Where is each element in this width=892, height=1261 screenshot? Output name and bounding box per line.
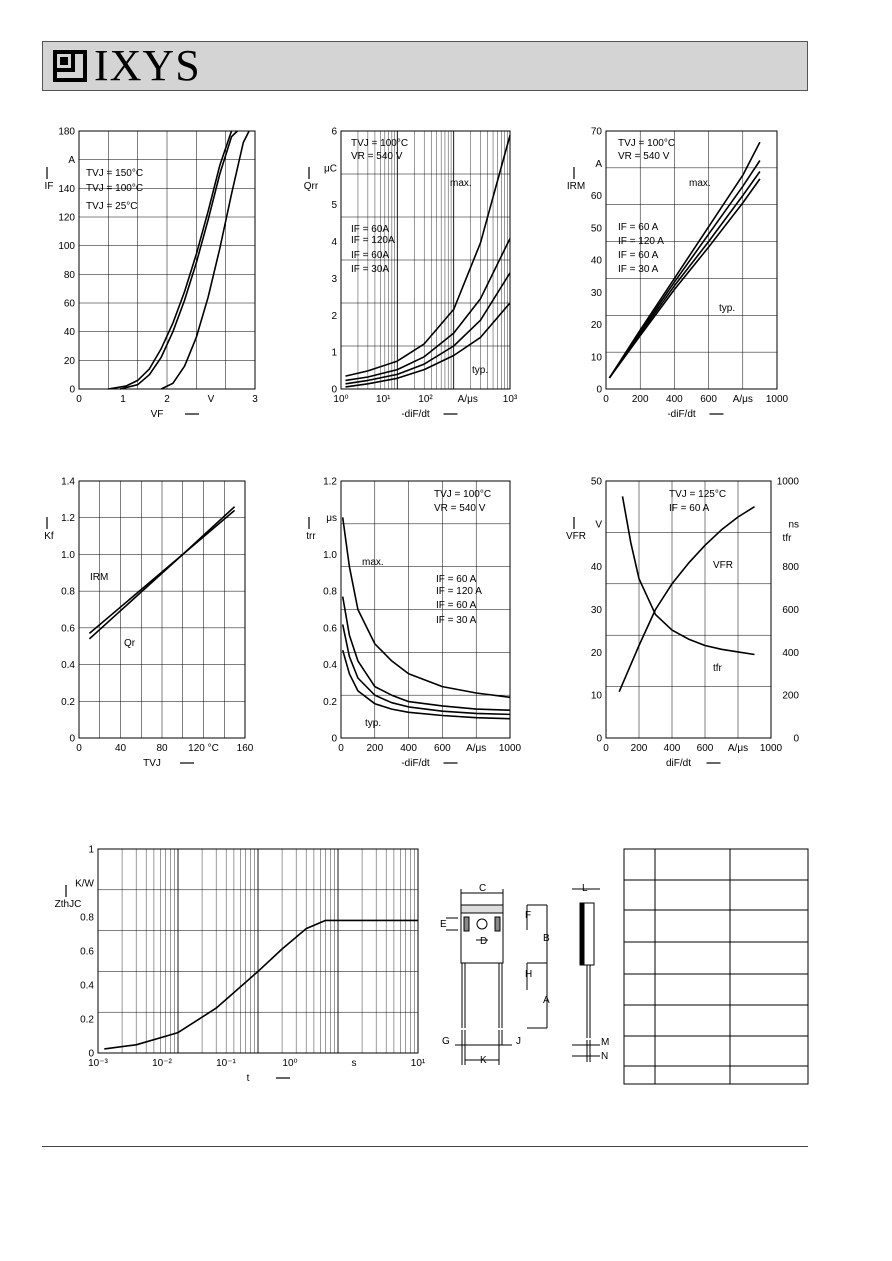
chart-annotation: VFR <box>713 560 733 571</box>
y-tick-label: 0 <box>69 384 75 396</box>
dim-label-k: K <box>480 1055 487 1066</box>
series-line-1 <box>343 597 510 711</box>
x-tick-label: 600 <box>696 743 714 754</box>
dim-label-j: J <box>516 1036 521 1047</box>
series-line-2 <box>343 625 510 715</box>
y-tick-label: 10 <box>590 690 602 702</box>
y-tick-label: A <box>595 158 602 170</box>
chart-annotation: IF = 60 A <box>618 250 659 261</box>
dim-label-c: C <box>479 883 487 894</box>
x-tick-label: 10⁻³ <box>88 1058 108 1069</box>
y-tick-label: 0.8 <box>61 586 75 598</box>
y-tick-label: 20 <box>590 647 602 659</box>
y-tick-label: 2 <box>331 310 337 322</box>
y-tick-label: 0.4 <box>80 980 94 992</box>
x-tick-label: 10¹ <box>376 394 391 405</box>
x-tick-label: 10⁰ <box>333 394 349 405</box>
y2-tick-label: 1000 <box>776 476 799 488</box>
dim-label-h: H <box>525 969 533 980</box>
chart-annotation: IF = 60 A <box>436 600 477 611</box>
y-tick-label: K/W <box>75 878 94 890</box>
x-tick-label: 600 <box>434 743 451 754</box>
x-tick-label: 40 <box>114 743 127 754</box>
chart-annotation: VR = 540 V <box>434 503 486 514</box>
x-tick-label: 0 <box>76 743 82 754</box>
dim-label-g: G <box>442 1036 450 1047</box>
package-outline-drawing <box>446 889 600 1065</box>
x-tick-label: 200 <box>631 394 649 405</box>
chart-annotation: TVJ = 150°C <box>86 168 144 179</box>
y-tick-label: 0.2 <box>61 696 75 708</box>
chart-annotation: TVJ = 100°C <box>618 138 676 149</box>
y-tick-label: μC <box>324 163 337 175</box>
y-tick-label: 4 <box>331 237 337 249</box>
chart-annotation: IRM <box>90 572 109 583</box>
y-tick-label: 1.4 <box>61 476 75 488</box>
y2-axis-label: tfr <box>782 533 792 544</box>
y-axis-label: IF <box>44 181 54 192</box>
chart-annotation: TVJ = 25°C <box>86 201 138 212</box>
dim-label-f: F <box>525 910 532 921</box>
y-tick-label: 0.8 <box>323 586 337 598</box>
y-tick-label: 100 <box>58 241 75 253</box>
chart-grid <box>98 849 418 1053</box>
x-tick-label: 2 <box>164 394 170 405</box>
x-axis-label: TVJ <box>143 758 161 769</box>
y-tick-label: 20 <box>63 355 75 367</box>
chart-annotation: IF = 30 A <box>618 264 659 275</box>
y-tick-label: 0.4 <box>61 660 75 672</box>
y-tick-label: 140 <box>58 183 75 195</box>
x-tick-label: 1000 <box>759 743 783 754</box>
y2-tick-label: 200 <box>782 690 799 702</box>
x-axis-label: VF <box>150 409 164 420</box>
y2-tick-label: 600 <box>782 605 799 616</box>
recovery-charge-chart <box>304 127 518 421</box>
y-tick-label: 10 <box>590 352 602 364</box>
recovery-time-chart <box>306 477 521 770</box>
x-tick-label: 10² <box>418 394 433 405</box>
series-line-0 <box>104 920 418 1049</box>
y-axis-label: Qrr <box>303 181 319 192</box>
y-axis-label: trr <box>306 531 316 542</box>
y-tick-label: 5 <box>331 200 337 212</box>
package-body-front <box>461 905 503 963</box>
y-tick-label: 50 <box>590 223 602 235</box>
y-tick-label: 0 <box>331 384 337 396</box>
chart-annotation: typ. <box>365 718 382 729</box>
chart-annotation: typ. <box>719 303 736 314</box>
y-tick-label: 30 <box>590 605 602 616</box>
forward-recovery-chart <box>566 477 799 770</box>
chart-annotation: IF = 60A <box>351 224 390 235</box>
y-tick-label: 40 <box>590 255 602 267</box>
chart-annotation: IF = 120A <box>351 235 395 246</box>
y-tick-label: 1 <box>88 844 94 856</box>
y-tick-label: 40 <box>63 327 75 339</box>
y-tick-label: 1.0 <box>61 549 75 561</box>
y-tick-label: 1.0 <box>323 549 337 561</box>
thermal-impedance-chart <box>55 845 426 1085</box>
x-tick-label: 0 <box>603 394 609 405</box>
y-tick-label: 70 <box>590 126 602 138</box>
y-tick-label: 180 <box>58 126 75 138</box>
series-line-0 <box>343 517 510 697</box>
chart-annotation: IF = 60 A <box>618 222 659 233</box>
y-tick-label: 0.2 <box>323 696 337 708</box>
y-tick-label: 0.6 <box>61 623 75 635</box>
x-tick-label: 600 <box>700 394 717 405</box>
dim-label-e: E <box>440 919 447 930</box>
dim-label-l: L <box>582 883 588 894</box>
y-tick-label: A <box>68 155 75 167</box>
y-tick-label: 1.2 <box>61 513 75 525</box>
x-tick-label: 1000 <box>498 743 522 754</box>
chart-annotation: max. <box>362 557 384 568</box>
series-line-2 <box>161 131 249 389</box>
chart-annotation: tfr <box>713 663 722 674</box>
forward-characteristic-chart <box>45 127 259 421</box>
chart-annotation: IF = 120 A <box>618 236 664 247</box>
chart-annotation: TVJ = 100°C <box>86 183 144 194</box>
x-tick-label: 3 <box>252 394 258 405</box>
y-tick-label: 3 <box>331 273 337 285</box>
x-tick-label: 160 <box>236 743 254 754</box>
y-tick-label: 0 <box>69 733 75 745</box>
chart-annotation: max. <box>689 178 711 189</box>
y-tick-label: 120 <box>58 212 75 224</box>
chart-annotation: VR = 540 V <box>351 151 403 162</box>
y-tick-label: 40 <box>590 562 602 574</box>
y-tick-label: 0 <box>596 384 602 396</box>
y-tick-label: 0.4 <box>323 660 337 672</box>
chart-annotation: TVJ = 100°C <box>434 489 492 500</box>
y-tick-label: 0 <box>88 1048 94 1060</box>
chart-annotation: IF = 120 A <box>436 586 482 597</box>
y-tick-label: 80 <box>63 269 75 281</box>
y-tick-label: 0.6 <box>80 946 94 958</box>
mounting-hole <box>477 919 487 929</box>
x-tick-label: V <box>207 394 215 405</box>
dim-label-d: D <box>480 936 488 947</box>
y-tick-label: μs <box>326 513 337 525</box>
x-tick-label: 120 °C <box>188 743 219 754</box>
y-axis-label: ZthJC <box>54 899 82 910</box>
dim-label-n: N <box>601 1051 609 1062</box>
plot-frame <box>606 481 771 738</box>
y-tick-label: V <box>595 519 602 531</box>
y2-tick-label: ns <box>788 519 799 531</box>
x-tick-label: A/μs <box>732 394 753 405</box>
x-tick-label: 400 <box>400 743 417 754</box>
y-axis-label: Kf <box>44 531 54 542</box>
x-axis-label: t <box>246 1073 250 1084</box>
x-axis-label: -diF/dt <box>401 409 430 420</box>
y-tick-label: 1 <box>331 347 337 359</box>
y-tick-label: 0.8 <box>80 912 94 924</box>
x-tick-label: 400 <box>663 743 681 754</box>
y-tick-label: 50 <box>590 476 602 488</box>
y-tick-label: 0.2 <box>80 1014 94 1026</box>
x-tick-label: 10⁰ <box>282 1058 298 1069</box>
y2-tick-label: 400 <box>782 647 799 659</box>
x-tick-label: 0 <box>603 743 609 754</box>
x-tick-label: s <box>351 1058 357 1069</box>
y-tick-label: 20 <box>590 320 602 331</box>
x-tick-label: 200 <box>366 743 384 754</box>
x-tick-label: A/μs <box>727 743 749 754</box>
x-axis-label: -diF/dt <box>401 758 430 769</box>
x-tick-label: 10³ <box>502 394 518 405</box>
y-axis-label: VFR <box>566 531 586 542</box>
x-tick-label: A/μs <box>457 394 478 405</box>
y-tick-label: 0 <box>596 733 602 745</box>
chart-grid <box>606 481 771 738</box>
y-tick-label: 60 <box>63 298 75 310</box>
chart-annotation: TVJ = 100°C <box>351 138 409 149</box>
x-axis-label: diF/dt <box>665 758 692 769</box>
y2-tick-label: 0 <box>793 733 799 745</box>
x-tick-label: 0 <box>76 394 82 405</box>
x-tick-label: 10⁻¹ <box>216 1058 236 1069</box>
y-axis-label: IRM <box>566 181 586 192</box>
x-tick-label: 80 <box>156 743 168 754</box>
peak-reverse-current-chart <box>567 127 789 421</box>
chart-annotation: max. <box>450 178 472 189</box>
dim-label-b: B <box>543 933 550 944</box>
x-axis-label: -diF/dt <box>667 409 696 420</box>
brand-name: IXYS <box>94 41 201 90</box>
y-tick-label: 30 <box>590 287 602 299</box>
x-tick-label: 200 <box>630 743 648 754</box>
series-line-0 <box>619 507 754 692</box>
chart-annotation: IF = 60 A <box>669 503 710 514</box>
chart-annotation: IF = 30 A <box>436 615 477 626</box>
dim-label-a: A <box>543 995 550 1006</box>
chart-annotation: IF = 60A <box>351 250 390 261</box>
chart-annotation: IF = 60 A <box>436 574 477 585</box>
x-tick-label: 1000 <box>765 394 789 405</box>
y-tick-label: 6 <box>331 126 337 138</box>
chart-annotation: VR = 540 V <box>618 151 670 162</box>
dynamic-parameters-chart <box>44 477 254 770</box>
y-tick-label: 60 <box>590 191 602 202</box>
dim-label-m: M <box>601 1037 610 1048</box>
y-tick-label: 1.2 <box>323 476 337 488</box>
x-tick-label: 400 <box>666 394 683 405</box>
y2-tick-label: 800 <box>782 562 799 574</box>
chart-annotation: IF = 30A <box>351 264 390 275</box>
x-tick-label: 0 <box>338 743 344 754</box>
chart-annotation: typ. <box>472 365 489 376</box>
footer-rule <box>42 1146 808 1147</box>
x-tick-label: 1 <box>120 394 126 405</box>
y-tick-label: 0 <box>331 733 337 745</box>
dimension-table <box>624 849 808 1084</box>
x-tick-label: 10¹ <box>410 1058 426 1069</box>
y-tick-label: 0.6 <box>323 623 337 635</box>
x-tick-label: 10⁻² <box>152 1058 172 1069</box>
chart-annotation: TVJ = 125°C <box>669 489 727 500</box>
x-tick-label: A/μs <box>466 743 487 754</box>
chart-grid <box>341 481 510 738</box>
chart-annotation: Qr <box>124 638 136 649</box>
